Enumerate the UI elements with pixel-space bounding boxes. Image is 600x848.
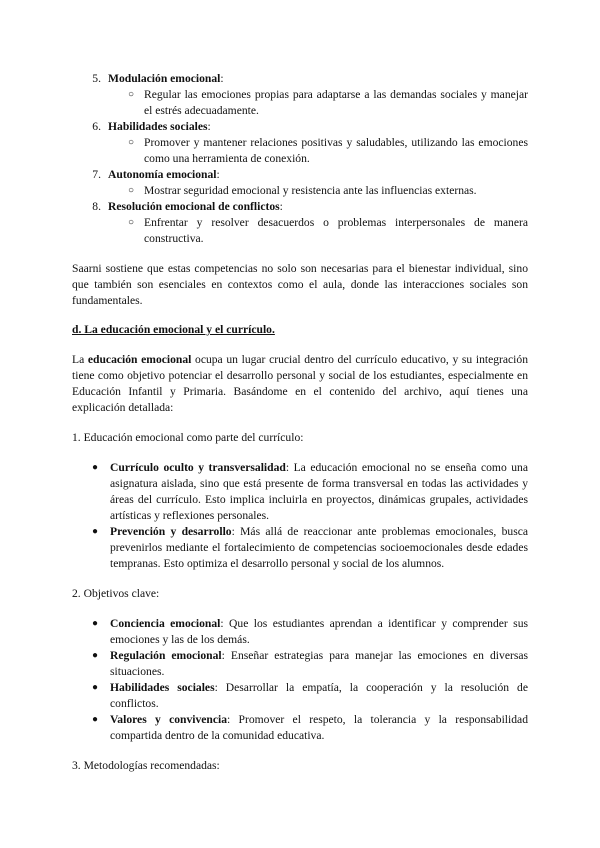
sub-list-item: ○ Enfrentar y resolver desacuerdos o problemas interpersonales de manera constructiva. bbox=[128, 216, 528, 245]
list-item: ● Conciencia emocional: Que los estudiantes aprendan a identificar y comprender sus emociones y las de los demás. bbox=[92, 617, 529, 646]
bullet-icon: ● bbox=[92, 682, 99, 693]
objectives-bullets bbox=[72, 616, 528, 744]
circle-bullet-icon: ○ bbox=[128, 217, 135, 228]
curriculum-bullets bbox=[72, 460, 528, 572]
bullet-icon: ● bbox=[92, 618, 99, 629]
list-item: ● Habilidades sociales: Desarrollar la empatía, la cooperación y la resolución de conflictos. bbox=[92, 681, 528, 710]
item-title: Autonomía emocional bbox=[108, 168, 217, 181]
bullet-icon: ● bbox=[92, 462, 99, 473]
item-number: 8. bbox=[92, 200, 101, 213]
bullet-icon: ● bbox=[92, 526, 99, 537]
subheading-objectives: 2. Objetivos clave: bbox=[72, 587, 160, 600]
list-item: 7. Autonomía emocional: bbox=[72, 167, 528, 183]
bullet-icon: ● bbox=[92, 714, 99, 725]
list-item: ● Regulación emocional: Enseñar estrategias para manejar las emociones en diversas situaciones. bbox=[92, 649, 528, 678]
item-number: 5. bbox=[92, 72, 101, 85]
circle-bullet-icon: ○ bbox=[128, 185, 135, 196]
bullet-icon: ● bbox=[92, 650, 99, 661]
sub-list-item: ○ Promover y mantener relaciones positivas y saludables, utilizando las emociones como una herramienta de conexión. bbox=[128, 136, 528, 165]
competencies-list bbox=[72, 71, 528, 247]
item-title: Resolución emocional de conflictos bbox=[108, 200, 280, 213]
saarni-paragraph: Saarni sostiene que estas competencias no solo son necesarias para el bienestar individual, sino que también son esenciales en contextos como el aula, donde las interacciones sociales son fundamentales. bbox=[72, 262, 528, 307]
list-item: 5. Modulación emocional: bbox=[72, 71, 528, 87]
list-item: 8. Resolución emocional de conflictos: bbox=[72, 199, 528, 215]
list-item: 6. Habilidades sociales: bbox=[72, 119, 528, 135]
list-item: ● Currículo oculto y transversalidad: La educación emocional no se enseña como una asignatura aislada, sino que está presente de forma transversal en todas las actividades y áreas del currículo. Esto implica incluirla en proyectos, dinámicas grupales, actividades artísticas y reflexiones personales. bbox=[92, 461, 528, 522]
circle-bullet-icon: ○ bbox=[128, 137, 135, 148]
item-number: 7. bbox=[92, 168, 101, 181]
item-title: Modulación emocional bbox=[108, 72, 221, 85]
subheading-curriculum: 1. Educación emocional como parte del currículo: bbox=[72, 431, 304, 444]
list-item: ● Prevención y desarrollo: Más allá de reaccionar ante problemas emocionales, busca prevenirlos mediante el fortalecimiento de competencias socioemocionales desde edades tempranas. Esto optimiza el desarrollo personal y social de los alumnos. bbox=[92, 525, 528, 570]
sub-list-item: ○ Regular las emociones propias para adaptarse a las demandas sociales y manejar el estrés adecuadamente. bbox=[128, 88, 528, 117]
list-item: ● Valores y convivencia: Promover el respeto, la tolerancia y la responsabilidad compartida dentro de la comunidad educativa. bbox=[92, 713, 528, 742]
document-content bbox=[72, 71, 528, 774]
item-title: Habilidades sociales bbox=[108, 120, 208, 133]
intro-paragraph: La educación emocional ocupa un lugar crucial dentro del currículo educativo, y su integración tiene como objetivo potenciar el desarrollo personal y social de los estudiantes, especialmente en Educación Infantil y Primaria. Basándome en el contenido del archivo, aquí tienes una explicación detallada: bbox=[72, 353, 528, 414]
circle-bullet-icon: ○ bbox=[128, 89, 135, 100]
item-number: 6. bbox=[92, 120, 101, 133]
subheading-methodologies: 3. Metodologías recomendadas: bbox=[72, 759, 220, 772]
section-title: d. La educación emocional y el currículo. bbox=[72, 323, 275, 336]
sub-list-item: ○ Mostrar seguridad emocional y resistencia ante las influencias externas. bbox=[128, 184, 477, 197]
